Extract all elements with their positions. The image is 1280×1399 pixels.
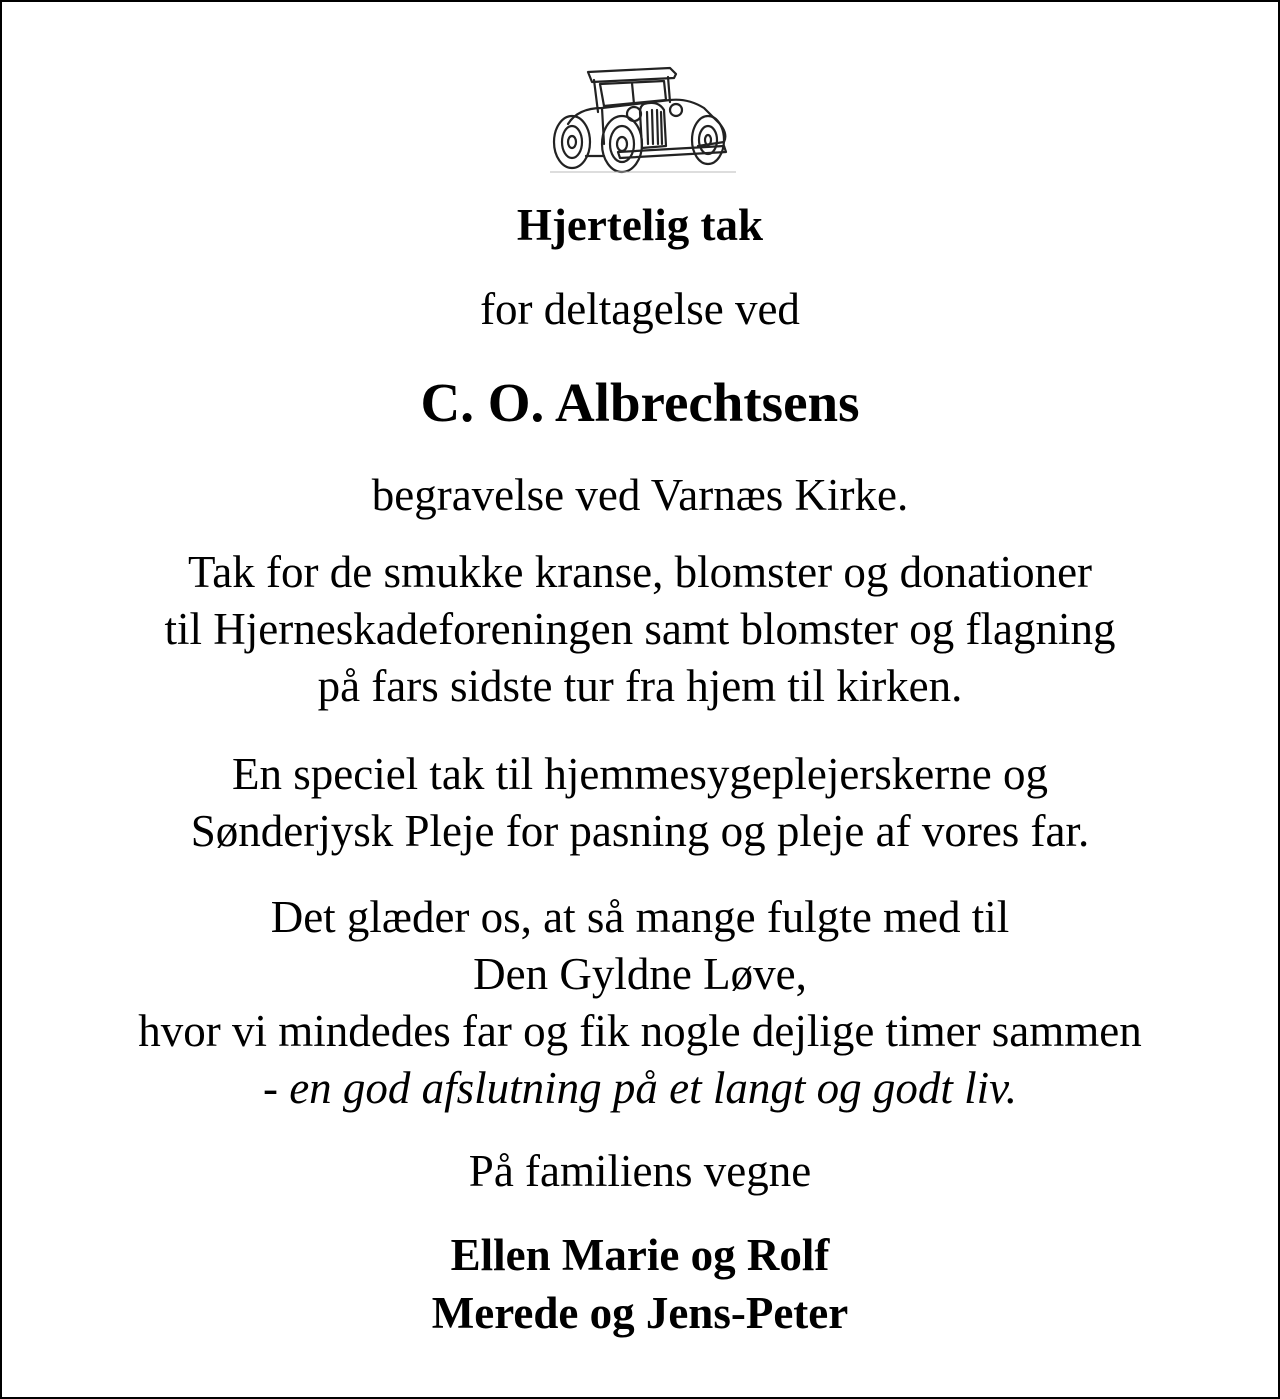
special-line: En speciel tak til hjemmesygeplejerskerne og bbox=[232, 749, 1048, 799]
closing-italic-text: en god afslutning på et langt og godt liv. bbox=[289, 1063, 1018, 1113]
thanks-line: til Hjerneskadeforeningen samt blomster og flagning bbox=[164, 604, 1116, 654]
closing-line bbox=[2, 1060, 1278, 1117]
thanks-line: Tak for de smukke kranse, blomster og donationer bbox=[187, 547, 1093, 597]
special-thanks-paragraph bbox=[2, 746, 1278, 860]
family-name-line: Ellen Marie og Rolf bbox=[450, 1230, 830, 1280]
family-name-line: Merede og Jens-Peter bbox=[431, 1288, 849, 1338]
family-names bbox=[2, 1226, 1278, 1342]
thanks-line: på fars sidste tur fra hjem til kirken. bbox=[317, 661, 963, 711]
deceased-name: C. O. Albrechtsens bbox=[420, 372, 860, 433]
sign-off: På familiens vegne bbox=[468, 1146, 812, 1196]
service-text: begravelse ved Varnæs Kirke. bbox=[371, 470, 909, 520]
closing-dash: - bbox=[262, 1063, 290, 1113]
notice-intro: for deltagelse ved bbox=[480, 284, 800, 334]
gathering-line: Det glæder os, at så mange fulgte med til bbox=[270, 892, 1010, 942]
vintage-car-icon bbox=[548, 64, 738, 176]
notice-heading: Hjertelig tak bbox=[516, 200, 764, 250]
special-line: Sønderjysk Pleje for pasning og pleje af vores far. bbox=[190, 806, 1090, 856]
gathering-line: hvor vi mindedes far og fik nogle dejlige timer sammen bbox=[138, 1006, 1142, 1056]
gathering-line: Den Gyldne Løve, bbox=[473, 949, 807, 999]
thanks-paragraph bbox=[2, 544, 1278, 715]
gathering-paragraph bbox=[2, 889, 1278, 1117]
